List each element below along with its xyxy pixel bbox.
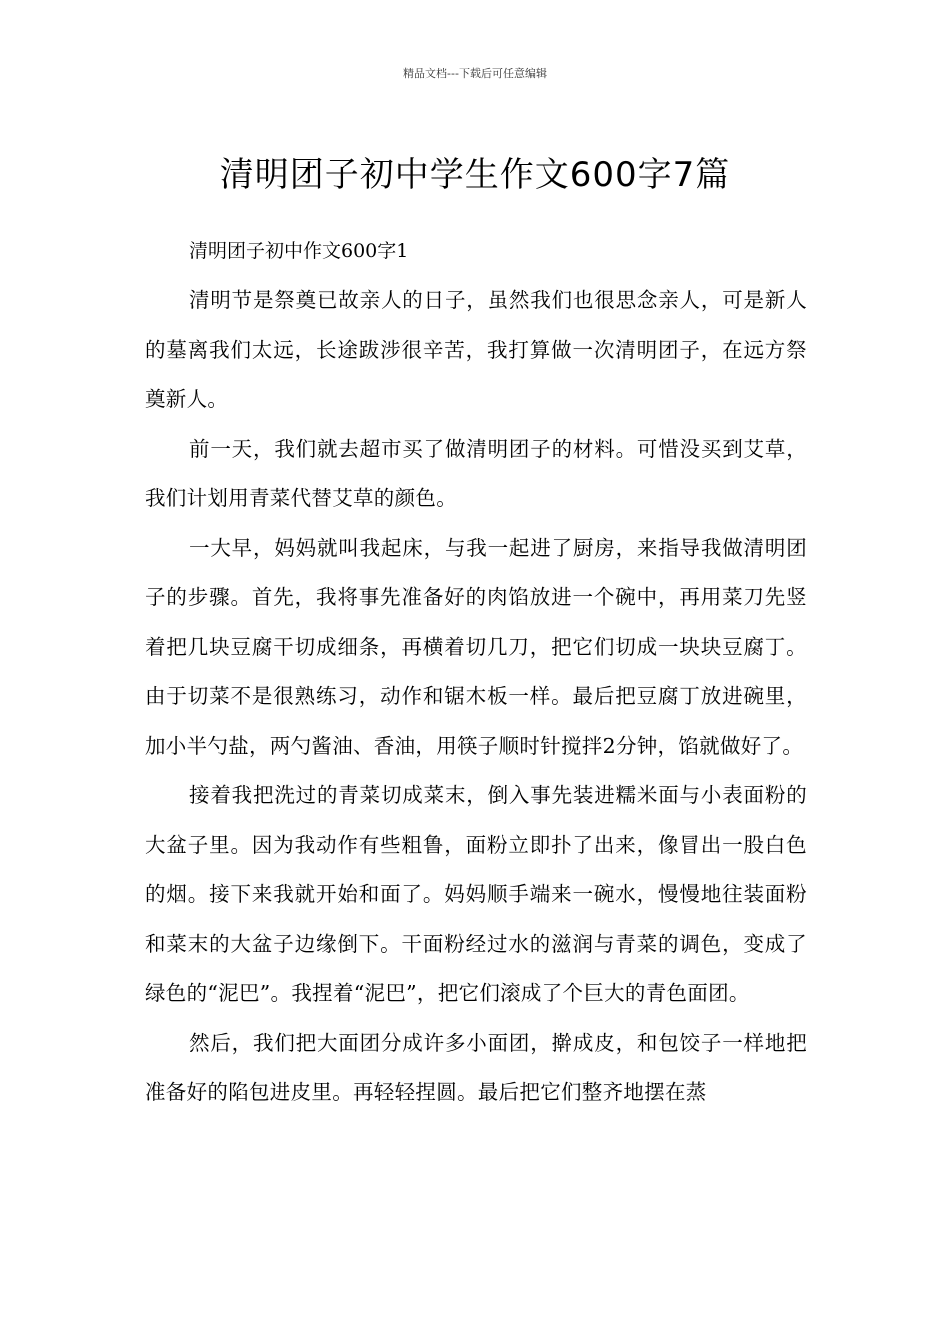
paragraph-2: 前一天，我们就去超市买了做清明团子的材料。可惜没买到艾草，我们计划用青菜代替艾草的颜色。 [145, 436, 807, 510]
paragraph-1: 清明节是祭奠已故亲人的日子，虽然我们也很思念亲人，可是新人的墓离我们太远，长途跋涉很辛苦，我打算做一次清明团子，在远方祭奠新人。 [145, 288, 807, 411]
document-body [145, 226, 807, 1118]
page-header-note: 精品文档---下载后可任意编辑 [403, 67, 547, 80]
paragraph-3: 一大早，妈妈就叫我起床，与我一起进了厨房，来指导我做清明团子的步骤。首先，我将事先准备好的肉馅放进一个碗中，再用菜刀先竖着把几块豆腐干切成细条，再横着切几刀，把它们切成一块块豆腐丁。由于切菜不是很熟练习，动作和锯木板一样。最后把豆腐丁放进碗里，加小半勺盐，两勺酱油、香油，用筷子顺时针搅拌2分钟，馅就做好了。 [145, 535, 807, 758]
paragraph-5: 然后，我们把大面团分成许多小面团，擀成皮，和包饺子一样地把准备好的陷包进皮里。再轻轻捏圆。最后把它们整齐地摆在蒸 [145, 1030, 807, 1104]
document-title: 清明团子初中学生作文600字7篇 [219, 154, 731, 195]
paragraph-4: 接着我把洗过的青菜切成菜末，倒入事先装进糯米面与小表面粉的大盆子里。因为我动作有些粗鲁，面粉立即扑了出来，像冒出一股白色的烟。接下来我就开始和面了。妈妈顺手端来一碗水，慢慢地往装面粉和菜末的大盆子边缘倒下。干面粉经过水的滋润与青菜的调色，变成了绿色的“泥巴”。我捏着“泥巴”，把它们滚成了个巨大的青色面团。 [145, 783, 807, 1005]
section-heading: 清明团子初中作文600字1 [189, 240, 409, 262]
